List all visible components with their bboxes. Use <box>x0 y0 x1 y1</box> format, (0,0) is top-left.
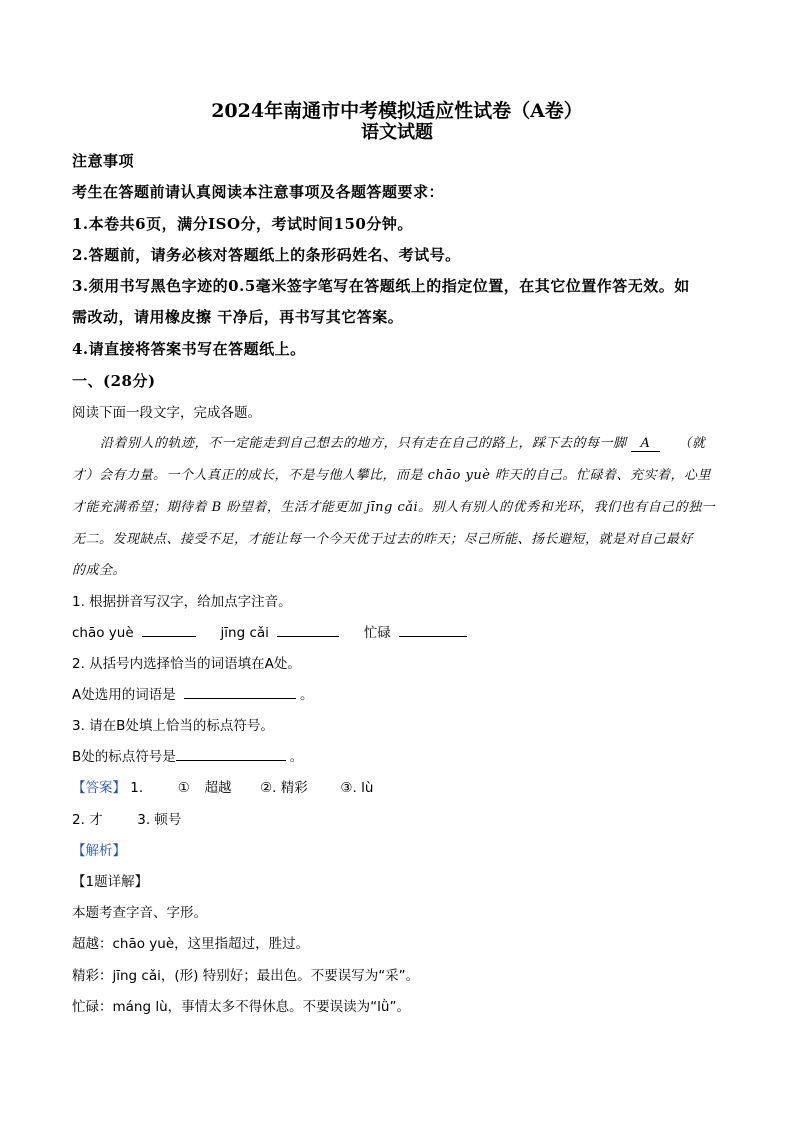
section-instruction: 阅读下面一段文字，完成各题。 <box>72 405 261 421</box>
passage-line-1-tail: （就 <box>678 436 706 451</box>
question-2-prompt: 2. 从括号内选择恰当的词语填在A处。 <box>72 656 301 672</box>
section-heading: 一、(28分) <box>72 372 156 390</box>
analysis-detail-tag: 【1题详解】 <box>72 874 149 890</box>
notice-item-4: 4.请直接将答案书写在答题纸上。 <box>72 340 306 358</box>
answer-3: lù <box>361 780 374 796</box>
passage-line-2: 才）会有力量。一个人真正的成长，不是与他人攀比，而是 chāo yuè 昨天的自己。忙碌着、充实着，心里 <box>72 468 712 483</box>
analysis-line-4: 忙碌：máng lù，事情太多不得休息。不要误读为“lǜ”。 <box>72 999 410 1015</box>
answer-2-text: 2. 才 <box>72 812 103 828</box>
q1-item-c: 忙碌 <box>363 625 391 641</box>
q1-blank-b[interactable] <box>277 622 339 637</box>
answer-mark-1: ① <box>177 780 190 796</box>
q1-blank-a[interactable] <box>142 622 196 637</box>
question-1-items <box>72 621 471 641</box>
exam-title: 2024年南通市中考模拟适应性试卷（A卷） <box>211 100 583 122</box>
notice-item-3-line2: 需改动，请用橡皮擦 干净后，再书写其它答案。 <box>72 308 404 326</box>
q1-item-a: chāo yuè <box>72 625 134 641</box>
answer-mark-3: ③. <box>340 780 357 796</box>
analysis-line-3: 精彩：jīng cǎi，(形) 特别好；最出色。不要误写为“采”。 <box>72 968 420 984</box>
question-3-prompt: 3. 请在B处填上恰当的标点符号。 <box>72 718 274 734</box>
q3-blank[interactable] <box>176 746 286 761</box>
analysis-line-2: 超越：chāo yuè，这里指超过，胜过。 <box>72 936 310 952</box>
answer-3-text: 3. 顿号 <box>137 812 182 828</box>
exam-subtitle: 语文试题 <box>361 122 433 143</box>
q1-blank-c[interactable] <box>399 622 467 637</box>
passage-line-5: 的成全。 <box>72 563 127 578</box>
analysis-line-1: 本题考查字音、字形。 <box>72 905 207 921</box>
answer-q1-num: 1. <box>130 780 144 796</box>
question-2-answer-line: A处选用的词语是 。 <box>72 683 314 703</box>
answer-line-2 <box>72 808 181 828</box>
notice-heading: 注意事项 <box>72 152 135 170</box>
answer-tag: 【答案】 <box>72 780 126 796</box>
notice-intro: 考生在答题前请认真阅读本注意事项及各题答题要求： <box>72 183 445 201</box>
notice-item-3-line1: 3.须用书写黑色字迹的0.5毫米签字笔写在答题纸上的指定位置，在其它位置作答无效。如 <box>72 277 690 295</box>
answer-2: 精彩 <box>280 780 308 796</box>
question-1-prompt: 1. 根据拼音写汉字，给加点字注音。 <box>72 594 292 610</box>
answer-line-1 <box>72 776 373 796</box>
passage-line-4: 无二。发现缺点、接受不足，才能让每一个今天优于过去的昨天；尽己所能、扬长避短，就是对自己最好 <box>72 532 694 547</box>
passage-line-3: 才能充满希望；期待着 B 盼望着，生活才能更加 jīng cǎi。别人有别人的优秀和光环，我们也有自己的独一 <box>72 500 716 515</box>
analysis-tag: 【解析】 <box>72 843 126 859</box>
q1-item-b: jīng cǎi <box>220 625 269 641</box>
notice-item-2: 2.答题前，请务必核对答题纸上的条形码姓名、考试号。 <box>72 246 461 264</box>
q3-label: B处的标点符号是 <box>72 749 176 765</box>
blank-a: A <box>631 436 661 452</box>
passage-line-1-text: 沿着别人的轨迹，不一定能走到自己想去的地方，只有走在自己的路上，踩下去的每一脚 <box>100 436 627 451</box>
notice-item-1: 1.本卷共6页，满分ISO分，考试时间150分钟。 <box>72 215 413 233</box>
q2-label: A处选用的词语是 <box>72 687 176 703</box>
q2-blank[interactable] <box>184 684 296 699</box>
answer-1: 超越 <box>204 780 232 796</box>
passage-line-1 <box>100 432 705 452</box>
question-3-answer-line: B处的标点符号是 。 <box>72 745 303 765</box>
answer-mark-2: ②. <box>260 780 277 796</box>
